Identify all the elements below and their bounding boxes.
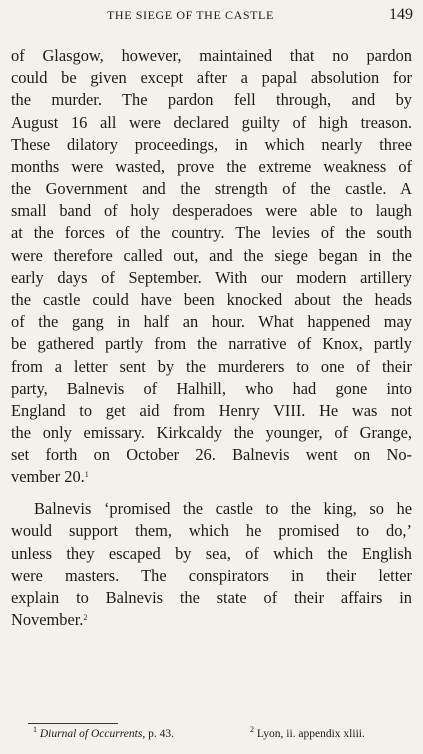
footnote-marker: 2 bbox=[250, 725, 254, 734]
text-line bbox=[11, 466, 412, 488]
footnote-title: Diurnal of Occurrents bbox=[39, 728, 143, 740]
text-line bbox=[11, 609, 412, 631]
text-line: unless they escaped by sea, of which the English bbox=[11, 544, 412, 563]
footnote-2 bbox=[250, 726, 365, 742]
text-line: of the gang in half an hour. What happened may bbox=[11, 312, 412, 331]
text-line: set forth on October 26. Balnevis went on No- bbox=[11, 445, 412, 464]
text-line: Balnevis ‘promised the castle to the king, so he bbox=[34, 499, 412, 518]
footnote-text: Lyon, ii. appendix xliii. bbox=[256, 728, 365, 740]
text-line: small band of holy desperadoes were able to laugh bbox=[11, 201, 412, 220]
text-line: the murder. The pardon fell through, and by bbox=[11, 90, 412, 109]
text-line: These dilatory proceedings, in which nearly three bbox=[11, 135, 412, 154]
page-number: 149 bbox=[389, 6, 413, 23]
text-line: the Government and the strength of the castle. A bbox=[11, 179, 412, 198]
text-line: explain to Balnevis the state of their affairs in bbox=[11, 588, 412, 607]
text-line-content: vember 20. bbox=[11, 467, 85, 486]
text-line: of Glasgow, however, maintained that no pardon bbox=[11, 46, 412, 65]
text-line: months were wasted, prove the extreme weakness of bbox=[11, 157, 412, 176]
footnote-rest: , p. 43. bbox=[142, 728, 174, 740]
text-line: party, Balnevis of Halhill, who had gone into bbox=[11, 379, 412, 398]
note-marker: 2 bbox=[83, 613, 88, 622]
text-line: the castle could have been knocked about the heads bbox=[11, 290, 412, 309]
text-line: would support them, which he promised to do,’ bbox=[11, 521, 412, 540]
text-line: August 16 all were declared guilty of high treason. bbox=[11, 113, 412, 132]
note-marker: 1 bbox=[84, 470, 89, 479]
running-head bbox=[10, 6, 413, 28]
text-line: were therefore called out, and the siege began in the bbox=[11, 246, 412, 265]
text-line: at the forces of the country. The levies of the south bbox=[11, 223, 412, 242]
text-line: be gathered partly from the narrative of Knox, partly bbox=[11, 334, 412, 353]
footnote-marker: 1 bbox=[33, 725, 37, 734]
footnote-rule bbox=[28, 723, 118, 724]
text-line: could be given except after a papal absolution for bbox=[11, 68, 412, 87]
text-line: England to get aid from Henry VIII. He was not bbox=[11, 401, 412, 420]
running-head-title: THE SIEGE OF THE CASTLE bbox=[107, 8, 274, 22]
text-line: were masters. The conspirators in their letter bbox=[11, 566, 412, 585]
footnote-1 bbox=[33, 726, 174, 742]
text-line: from a letter sent by the murderers to one of their bbox=[11, 357, 412, 376]
text-line: early days of September. With our modern artillery bbox=[11, 268, 412, 287]
text-line-content: November. bbox=[11, 610, 84, 629]
text-line: the only emissary. Kirkcaldy the younger, of Grange, bbox=[11, 423, 412, 442]
